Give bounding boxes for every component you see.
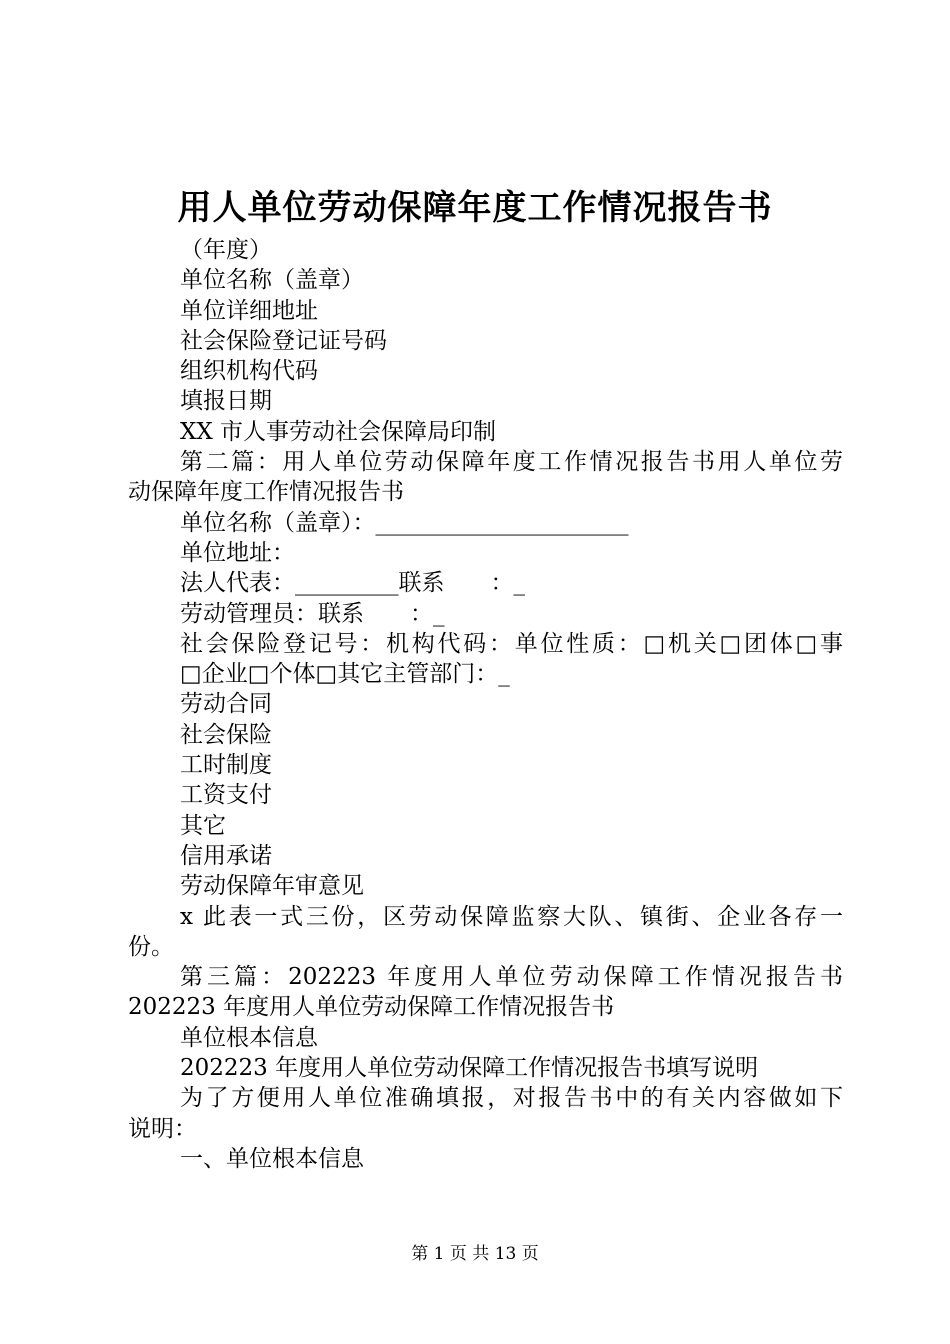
text-line: 单位名称（盖章） (180, 267, 364, 294)
text-line: □企业□个体□其它主管部门：_ (180, 661, 510, 688)
text-line: 填报日期 (180, 388, 272, 415)
text-line: 动保障年度工作情况报告书 (128, 479, 404, 506)
text-line: 一、单位根本信息 (180, 1145, 364, 1172)
page-footer (0, 1242, 950, 1266)
text-line: 法人代表：_________联系 ：_ (180, 570, 525, 597)
text-line: 其它 (180, 812, 226, 839)
text-line: 单位根本信息 (180, 1024, 318, 1051)
text-line: 份。 (128, 933, 174, 960)
text-line: 信用承诺 (180, 842, 272, 869)
text-line: 组织机构代码 (180, 358, 318, 385)
text-line: 单位名称（盖章）：______________________ (180, 509, 629, 536)
document-body (128, 235, 843, 1174)
text-line: 工时制度 (180, 752, 272, 779)
text-line: 202223 年度用人单位劳动保障工作情况报告书填写说明 (180, 1055, 759, 1082)
text-line: 社会保险登记号：机构代码：单位性质：□机关□团体□事 (180, 630, 843, 657)
text-line: 单位地址： (180, 539, 295, 566)
text-line: x 此表一式三份，区劳动保障监察大队、镇街、企业各存一 (180, 903, 843, 930)
text-line: 单位详细地址 (180, 297, 318, 324)
text-line: （年度） (180, 237, 272, 263)
document-title: 用人单位劳动保障年度工作情况报告书 (177, 188, 773, 228)
text-line: 社会保险登记证号码 (180, 327, 387, 354)
text-line: 202223 年度用人单位劳动保障工作情况报告书 (128, 994, 615, 1021)
text-line: 第二篇：用人单位劳动保障年度工作情况报告书用人单位劳 (180, 449, 843, 476)
text-line: 说明： (128, 1115, 197, 1142)
text-line: 工资支付 (180, 782, 272, 809)
text-line: 第三篇：202223 年度用人单位劳动保障工作情况报告书 (180, 964, 843, 991)
text-line: 劳动管理员：联系 ：_ (180, 600, 445, 627)
text-line: 社会保险 (180, 721, 272, 748)
text-line: 为了方便用人单位准确填报，对报告书中的有关内容做如下 (180, 1085, 843, 1112)
text-line: 劳动合同 (180, 691, 272, 718)
text-line: 劳动保障年审意见 (180, 873, 364, 900)
page-number: 第 1 页 共 13 页 (411, 1244, 539, 1264)
text-line: XX 市人事劳动社会保障局印制 (180, 418, 497, 445)
